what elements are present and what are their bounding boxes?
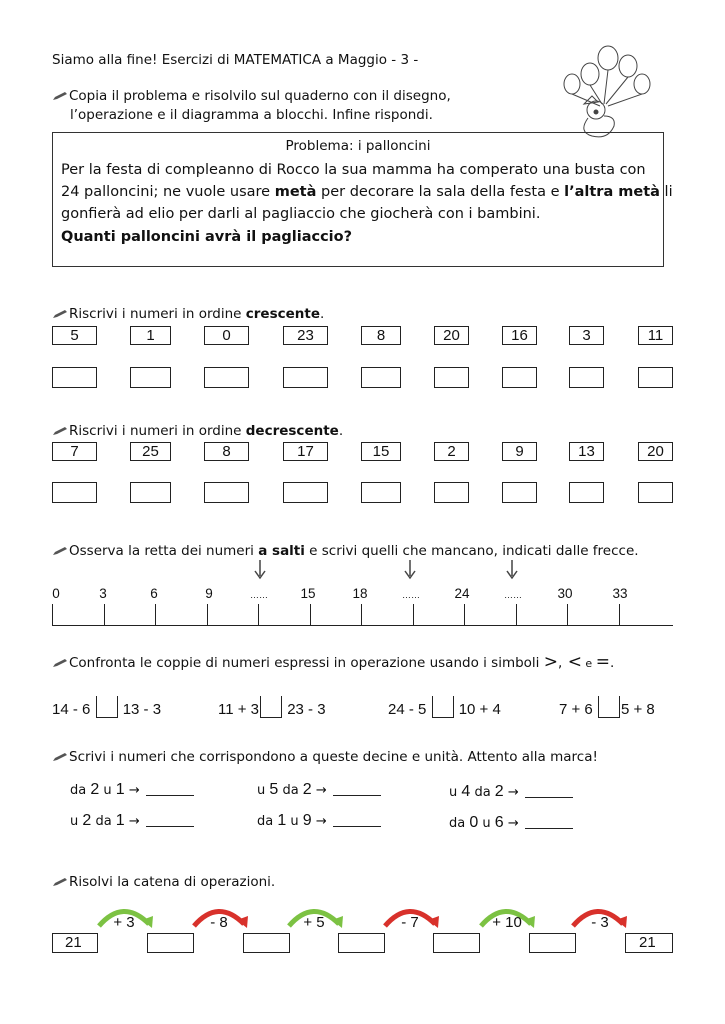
decrescente-number: 25 [130,442,171,461]
answer-box[interactable] [52,482,97,503]
decine-unita-item: u 2 da 1 → [70,812,194,830]
comparison-answer-box[interactable] [260,696,282,718]
decrescente-number: 13 [569,442,604,461]
answer-line[interactable] [146,783,194,796]
problem-question: Quanti palloncini avrà il pagliaccio? [61,229,353,245]
answer-box[interactable] [502,482,537,503]
pencil-icon [52,546,68,556]
crescente-number: 5 [52,326,97,345]
answer-box[interactable] [130,367,171,388]
comparison-item: 7 + 6 5 + 8 [559,696,655,718]
number-line-label: 30 [557,586,573,601]
decine-unita-item: u 4 da 2 → [449,783,573,801]
crescente-number: 11 [638,326,673,345]
answer-box[interactable] [638,482,673,503]
number-line-label: 9 [205,586,213,601]
comparison-answer-box[interactable] [96,696,118,718]
comparison-answer-box[interactable] [432,696,454,718]
instruction-confronta: Confronta le coppie di numeri espressi in operazione usando i simboli >, < e =. [52,652,614,672]
decine-unita-item: da 2 u 1 → [70,781,194,799]
number-line-blank[interactable]: …… [402,590,420,600]
chain-start-box: 21 [52,933,98,953]
answer-line[interactable] [525,816,573,829]
number-line-blank[interactable]: …… [250,590,268,600]
chain-operation-label: - 3 [591,914,609,931]
chain-operation-label: + 3 [113,914,135,931]
number-line-label: 18 [352,586,368,601]
decrescente-number: 9 [502,442,537,461]
number-line-label: 33 [612,586,628,601]
answer-box[interactable] [569,367,604,388]
answer-line[interactable] [525,785,573,798]
answer-box[interactable] [434,482,469,503]
problem-line1: Per la festa di compleanno di Rocco la sua mamma ha comperato una busta con [61,162,646,178]
chain-end-box: 21 [625,933,673,953]
chain-answer-box[interactable] [433,933,480,953]
decine-unita-item: da 0 u 6 → [449,814,573,832]
instruction-crescente: Riscrivi i numeri in ordine crescente. [52,306,324,322]
down-arrow-icon [502,560,522,580]
number-line-label: 24 [454,586,470,601]
chain-answer-box[interactable] [243,933,290,953]
answer-box[interactable] [638,367,673,388]
crescente-number: 3 [569,326,604,345]
crescente-number: 20 [434,326,469,345]
comparison-item: 24 - 5 10 + 4 [388,696,501,718]
instruction-copy-problem-line2: l’operazione e il diagramma a blocchi. Infine rispondi. [70,107,433,123]
crescente-number: 8 [361,326,401,345]
decrescente-number: 8 [204,442,249,461]
answer-box[interactable] [283,482,328,503]
chain-answer-box[interactable] [338,933,385,953]
answer-line[interactable] [333,814,381,827]
problem-heading: Problema: i palloncini [285,138,431,154]
instruction-copy-problem: Copia il problema e risolvilo sul quaderno con il disegno, [52,88,451,104]
number-line-label: 3 [99,586,107,601]
answer-box[interactable] [52,367,97,388]
answer-line[interactable] [333,783,381,796]
answer-box[interactable] [569,482,604,503]
problem-line2: 24 palloncini; ne vuole usare metà per decorare la sala della festa e l’altra metà li [61,184,673,200]
chain-operation-label: + 10 [492,914,522,931]
down-arrow-icon [400,560,420,580]
decrescente-number: 20 [638,442,673,461]
instruction-number-line: Osserva la retta dei numeri a salti e scrivi quelli che mancano, indicati dalle frecce. [52,543,639,559]
number-line-label: 15 [300,586,316,601]
decrescente-number: 17 [283,442,328,461]
answer-box[interactable] [434,367,469,388]
answer-line[interactable] [146,814,194,827]
number-line-blank[interactable]: …… [504,590,522,600]
problem-box [52,132,673,267]
down-arrow-icon [250,560,270,580]
pencil-icon [52,877,68,887]
chain-operation-label: + 5 [303,914,325,931]
crescente-number: 16 [502,326,537,345]
decrescente-number: 2 [434,442,469,461]
decrescente-number: 7 [52,442,97,461]
pencil-icon [52,752,68,762]
crescente-number: 0 [204,326,249,345]
answer-box[interactable] [204,367,249,388]
chain-answer-box[interactable] [529,933,576,953]
pencil-icon [52,309,68,319]
answer-box[interactable] [130,482,171,503]
instruction-decrescente: Riscrivi i numeri in ordine decrescente. [52,423,343,439]
clown-balloons-illustration [548,44,656,140]
decine-unita-item: u 5 da 2 → [257,781,381,799]
pencil-icon [52,91,68,101]
instruction-catena: Risolvi la catena di operazioni. [52,874,275,890]
answer-box[interactable] [361,482,401,503]
number-line-label: 0 [52,586,60,601]
page-title: Siamo alla fine! Esercizi di MATEMATICA a Maggio - 3 - [52,52,419,68]
answer-box[interactable] [502,367,537,388]
chain-operation-label: - 8 [210,914,228,931]
pencil-icon [52,426,68,436]
comparison-item: 11 + 3 23 - 3 [218,696,326,718]
comparison-answer-box[interactable] [598,696,620,718]
instruction-decine-unita: Scrivi i numeri che corrispondono a queste decine e unità. Attento alla marca! [52,749,598,765]
chain-operation-label: - 7 [401,914,419,931]
problem-line3: gonfierà ad elio per darli al pagliaccio che giocherà con i bambini. [61,206,541,222]
decrescente-number: 15 [361,442,401,461]
crescente-number: 23 [283,326,328,345]
number-line-label: 6 [150,586,158,601]
answer-box[interactable] [361,367,401,388]
chain-answer-box[interactable] [147,933,194,953]
crescente-number: 1 [130,326,171,345]
answer-box[interactable] [283,367,328,388]
comparison-item: 14 - 6 13 - 3 [52,696,161,718]
pencil-icon [52,658,68,668]
decine-unita-item: da 1 u 9 → [257,812,381,830]
answer-box[interactable] [204,482,249,503]
